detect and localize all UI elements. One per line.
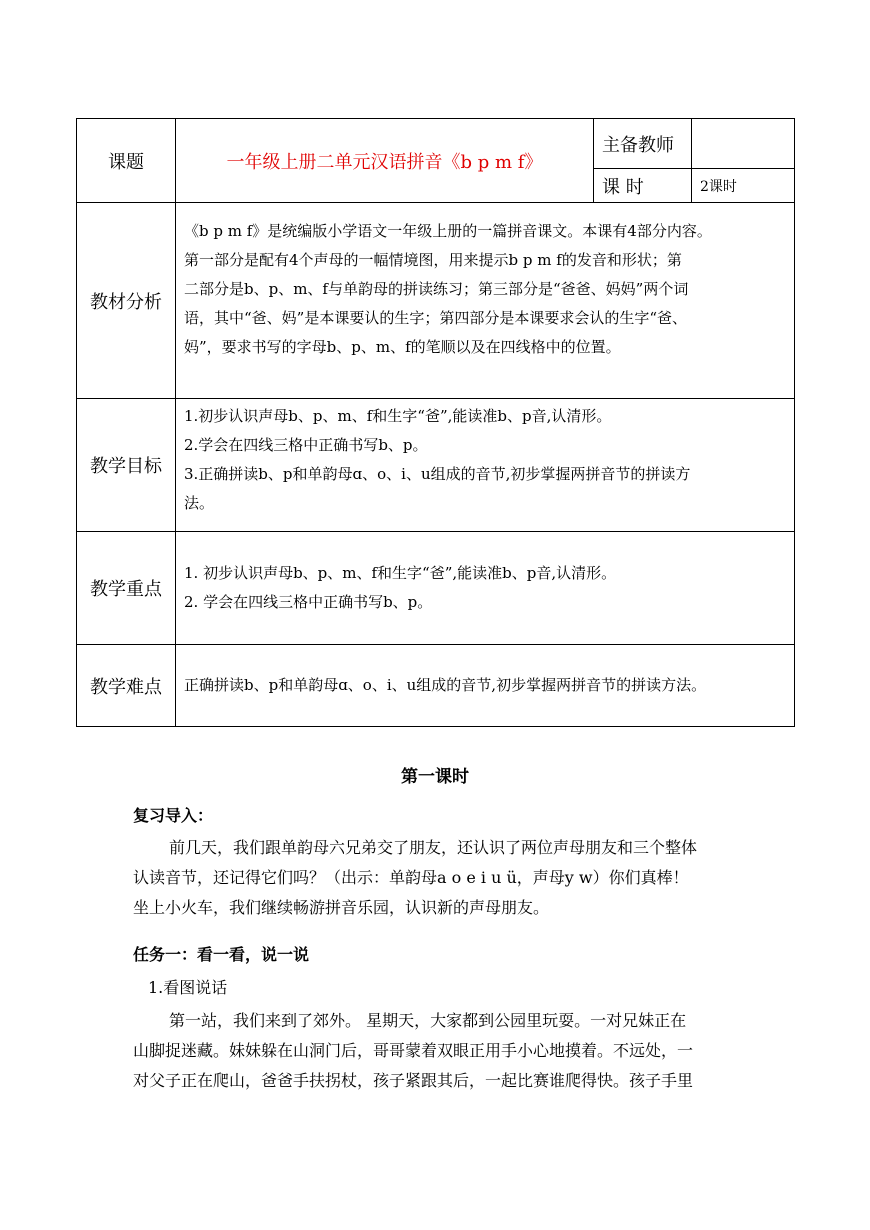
analysis-content [176, 203, 795, 399]
story-paragraph [133, 1006, 753, 1096]
goals-label: 教学目标 [77, 399, 176, 532]
goals-line: 法。 [184, 494, 215, 512]
lesson-title: 一年级上册二单元汉语拼音《b p m f》 [176, 119, 594, 203]
section-title: 第一课时 [401, 767, 469, 787]
story-line: 第一站，我们来到了郊外。 星期天，大家都到公园里玩耍。一对兄妹正在 [169, 1011, 687, 1030]
key-points-content [176, 532, 795, 645]
difficulty-label: 教学难点 [77, 645, 176, 727]
review-line: 认读音节，还记得它们吗？（出示：单韵母a o e i u ü，声母y w）你们真棒！ [133, 868, 689, 887]
review-heading: 复习导入： [133, 806, 214, 825]
periods-value: 2课时 [692, 169, 795, 203]
goals-line: 2.学会在四线三格中正确书写b、p。 [184, 436, 428, 454]
analysis-line: 妈”，要求书写的字母b、p、m、f的笔顺以及在四线格中的位置。 [184, 338, 621, 356]
topic-label: 课题 [77, 119, 176, 203]
analysis-line: 第一部分是配有4个声母的一幅情境图，用来提示b p m f的发音和形状；第 [184, 251, 682, 269]
goals-line: 3.正确拼读b、p和单韵母ɑ、o、i、u组成的音节,初步掌握两拼音节的拼读方 [184, 465, 691, 483]
story-line: 山脚捉迷藏。妹妹躲在山洞门后，哥哥蒙着双眼正用手小心地摸着。不远处，一 [133, 1041, 694, 1060]
periods-label: 课 时 [594, 169, 692, 203]
review-line: 坐上小火车，我们继续畅游拼音乐园，认识新的声母朋友。 [133, 898, 550, 917]
teacher-label: 主备教师 [594, 119, 692, 169]
key-points-label: 教学重点 [77, 532, 176, 645]
goals-line: 1.初步认识声母b、p、m、f和生字“爸”,能读准b、p音,认清形。 [184, 407, 612, 425]
review-line: 前几天，我们跟单韵母六兄弟交了朋友，还认识了两位声母朋友和三个整体 [169, 838, 698, 857]
lesson-plan-table [76, 118, 795, 727]
goals-content [176, 399, 795, 532]
difficulty-text: 正确拼读b、p和单韵母ɑ、o、i、u组成的音节,初步掌握两拼音节的拼读方法。 [184, 676, 707, 694]
analysis-line: 《b p m f》是统编版小学语文一年级上册的一篇拼音课文。本课有4部分内容。 [184, 222, 712, 240]
item-look-and-talk: 1.看图说话 [148, 978, 228, 997]
analysis-line: 语，其中“爸、妈”是本课要认的生字；第四部分是本课要求会认的生字“爸、 [184, 309, 688, 327]
analysis-line: 二部分是b、p、m、f与单韵母的拼读练习；第三部分是“爸爸、妈妈”两个词 [184, 280, 689, 298]
difficulty-content [176, 645, 795, 727]
story-line: 对父子正在爬山，爸爸手扶拐杖，孩子紧跟其后，一起比赛谁爬得快。孩子手里 [133, 1071, 694, 1090]
key-point-line: 2. 学会在四线三格中正确书写b、p。 [184, 593, 433, 611]
task1-heading: 任务一：看一看，说一说 [133, 945, 310, 964]
teacher-value [692, 119, 795, 169]
key-point-line: 1. 初步认识声母b、p、m、f和生字“爸”,能读准b、p音,认清形。 [184, 564, 617, 582]
analysis-label: 教材分析 [77, 203, 176, 399]
review-paragraph [133, 833, 753, 923]
